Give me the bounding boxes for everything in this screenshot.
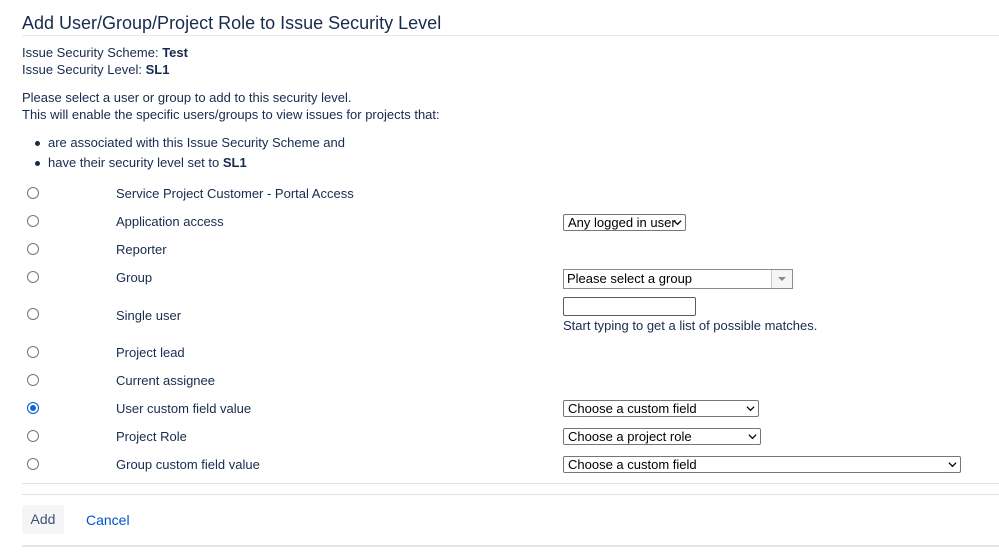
select-value: Choose a custom field (568, 457, 697, 472)
option-label: Reporter (116, 242, 167, 257)
form-divider (22, 483, 999, 484)
radio-current-assignee[interactable] (27, 374, 39, 386)
scheme-info (22, 45, 188, 60)
radio-group[interactable] (27, 271, 39, 283)
description-line-1: Please select a user or group to add to this security level. (22, 90, 352, 105)
select-value: Choose a custom field (568, 401, 697, 416)
group-picker-dropdown-button[interactable] (771, 270, 792, 288)
radio-user-custom-field[interactable] (27, 402, 39, 414)
group-custom-field-select[interactable] (563, 456, 961, 473)
radio-project-lead[interactable] (27, 346, 39, 358)
form-divider (22, 494, 999, 495)
option-label: Current assignee (116, 373, 215, 388)
application-access-select[interactable] (563, 214, 686, 231)
bullet-item-level (48, 155, 247, 170)
level-value: SL1 (145, 62, 170, 77)
radio-group-custom-field[interactable] (27, 458, 39, 470)
page-title: Add User/Group/Project Role to Issue Security Level (22, 13, 442, 33)
option-label: Single user (116, 308, 182, 323)
title-divider (22, 35, 999, 36)
option-label: Group custom field value (116, 457, 260, 472)
option-label: Group (116, 270, 153, 285)
option-label: User custom field value (116, 401, 252, 416)
bullet-text: have their security level set to (48, 155, 220, 170)
select-value: Choose a project role (568, 429, 692, 444)
radio-project-role[interactable] (27, 430, 39, 442)
option-label: Project Role (116, 429, 187, 444)
group-picker-placeholder: Please select a group (567, 271, 693, 286)
level-info (22, 62, 169, 77)
scheme-value: Test (162, 45, 188, 60)
chevron-down-icon (673, 218, 682, 227)
bullet-text: are associated with this Issue Security Scheme and (48, 135, 345, 150)
single-user-hint: Start typing to get a list of possible matches. (563, 318, 818, 333)
chevron-down-icon (748, 432, 757, 441)
chevron-down-icon (746, 404, 755, 413)
select-value: Any logged in user (568, 215, 676, 230)
footer-divider (22, 545, 999, 547)
cancel-link[interactable]: Cancel (86, 512, 130, 528)
level-label: Issue Security Level: (22, 62, 142, 77)
description-line-2: This will enable the specific users/groups to view issues for projects that: (22, 107, 440, 122)
group-picker[interactable] (563, 269, 793, 289)
option-label: Application access (116, 214, 224, 229)
radio-service-project-customer[interactable] (27, 187, 39, 199)
bullet-item-scheme (48, 135, 345, 150)
option-label: Service Project Customer - Portal Access (116, 186, 354, 201)
project-role-select[interactable] (563, 428, 761, 445)
option-label: Project lead (116, 345, 185, 360)
chevron-down-icon (948, 460, 957, 469)
scheme-label: Issue Security Scheme: (22, 45, 159, 60)
bullet-level-value: SL1 (222, 155, 247, 170)
radio-application-access[interactable] (27, 215, 39, 227)
radio-single-user[interactable] (27, 308, 39, 320)
radio-reporter[interactable] (27, 243, 39, 255)
add-button[interactable]: Add (22, 505, 64, 534)
user-custom-field-select[interactable] (563, 400, 759, 417)
single-user-input[interactable] (563, 297, 696, 316)
